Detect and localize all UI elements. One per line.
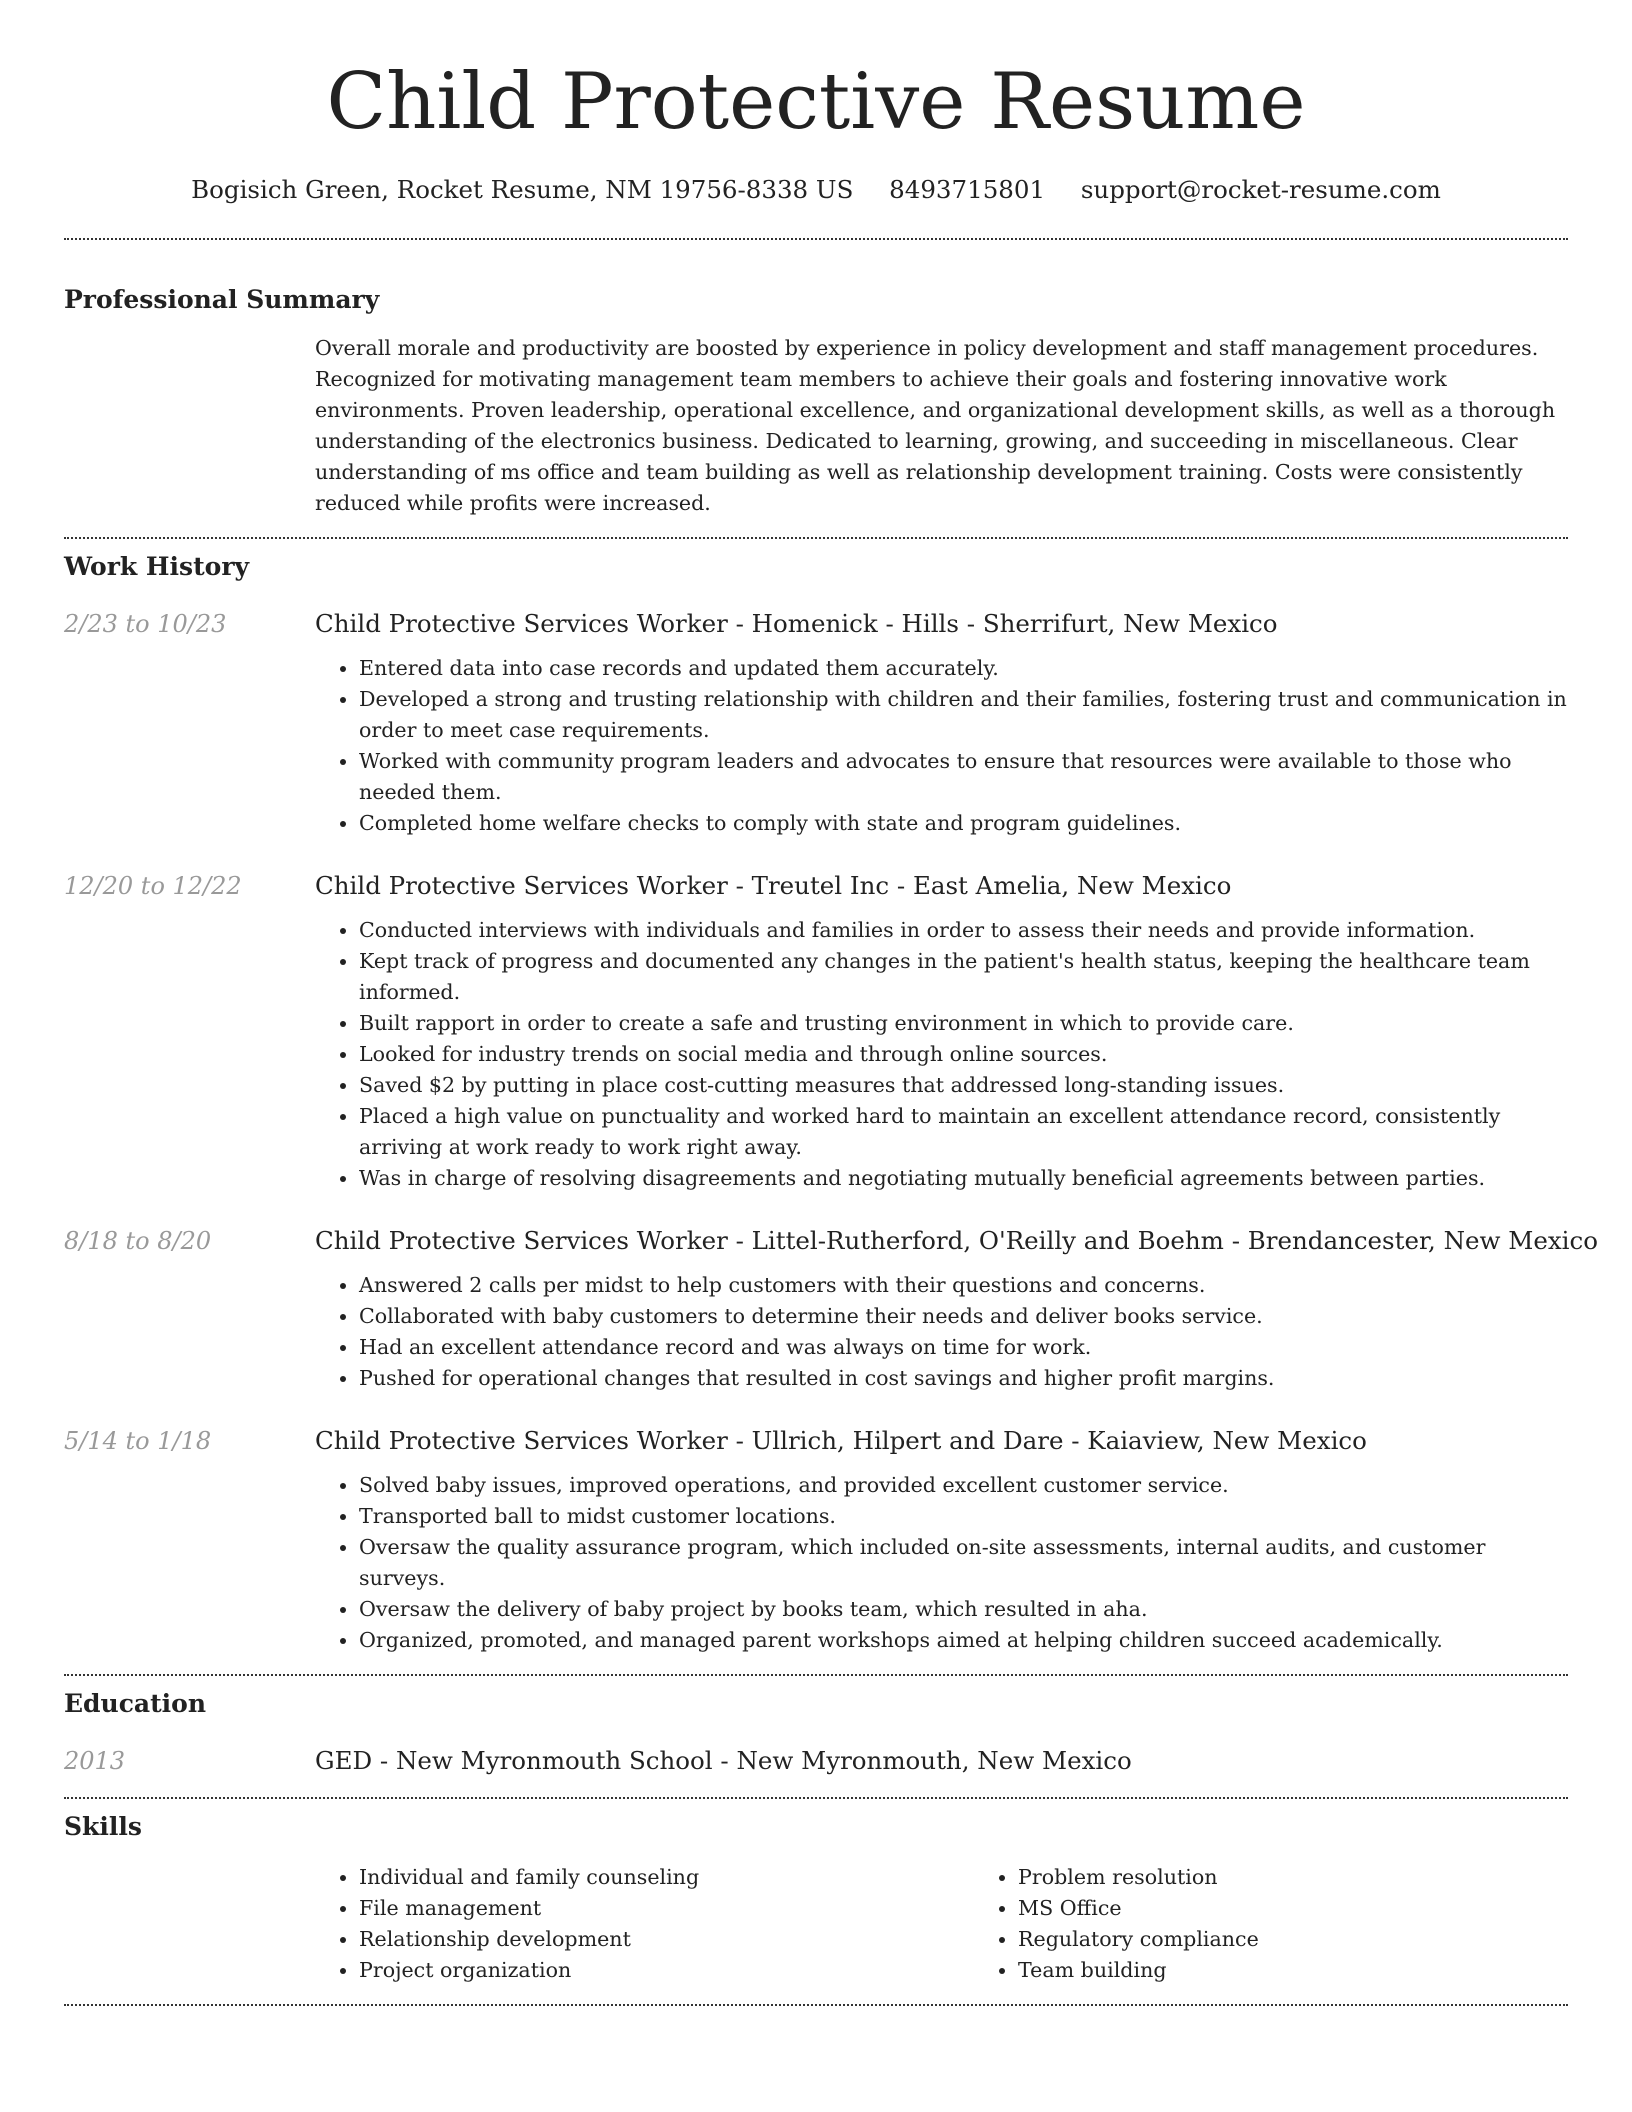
skills-row xyxy=(64,1862,1568,1986)
job-title: Child Protective Services Worker - Homenick - Hills - Sherrifurt, New Mexico xyxy=(315,609,1278,638)
job-bullet: • Kept track of progress and documented any changes in the patient's health status, keeping the healthcare team informed. xyxy=(359,946,1568,1008)
job-entry xyxy=(64,606,1568,839)
education-year: 2013 xyxy=(64,1747,126,1775)
resume-title: Child Protective Resume xyxy=(326,57,1306,147)
education-title: GED - New Myronmouth School - New Myronmouth, New Mexico xyxy=(315,1746,1132,1775)
skill-item: • Individual and family counseling xyxy=(359,1862,974,1893)
summary-divider xyxy=(64,537,1568,539)
job-bullets xyxy=(315,653,1568,839)
job-bullet: • Collaborated with baby customers to determine their needs and deliver books service. xyxy=(359,1301,1568,1332)
job-entry xyxy=(64,868,1568,1194)
skills-divider xyxy=(64,2004,1568,2006)
job-dates: 2/23 to 10/23 xyxy=(64,610,227,638)
job-entry xyxy=(64,1223,1598,1394)
contact-address: Bogisich Green, Rocket Resume, NM 19756-8338 US xyxy=(191,175,854,204)
education-heading: Education xyxy=(64,1689,207,1718)
job-title: Child Protective Services Worker - Littel-Rutherford, O'Reilly and Boehm - Brendancester, New Mexico xyxy=(315,1226,1598,1255)
job-bullet: • Developed a strong and trusting relationship with children and their families, fostering trust and communication in order to meet case requirements. xyxy=(359,684,1568,746)
job-bullet: • Placed a high value on punctuality and worked hard to maintain an excellent attendance record, consistently arriving at work ready to work right away. xyxy=(359,1101,1568,1163)
job-bullet: • Oversaw the quality assurance program, which included on-site assessments, internal audits, and customer surveys. xyxy=(359,1532,1568,1594)
skills-section xyxy=(64,1810,1568,1986)
job-details xyxy=(315,1423,1568,1656)
job-bullet: • Had an excellent attendance record and was always on time for work. xyxy=(359,1332,1568,1363)
job-bullet: • Conducted interviews with individuals and families in order to assess their needs and provide information. xyxy=(359,915,1568,946)
job-bullets xyxy=(315,915,1568,1194)
job-bullet: • Transported ball to midst customer locations. xyxy=(359,1501,1568,1532)
job-bullet: • Completed home welfare checks to comply with state and program guidelines. xyxy=(359,808,1568,839)
job-details xyxy=(315,868,1568,1194)
job-dates: 12/20 to 12/22 xyxy=(64,872,242,900)
contact-phone: 8493715801 xyxy=(889,175,1046,204)
job-entry xyxy=(64,1423,1568,1656)
job-bullet: • Worked with community program leaders and advocates to ensure that resources were available to those who needed them. xyxy=(359,746,1568,808)
work-section xyxy=(64,550,1598,1656)
summary-text: Overall morale and productivity are boosted by experience in policy development and staff management procedures. Recognized for motivating management team members to achieve their goals and fostering innovative work environments. Proven leadership, operational excellence, and organizational development skills, as well as a thorough understanding of the electronics business. Dedicated to learning, growing, and succeeding in miscellaneous. Clear understanding of ms office and team building as well as relationship development training. Costs were consistently reduced while profits were increased. xyxy=(315,336,1556,515)
job-dates: 8/18 to 8/20 xyxy=(64,1227,212,1255)
job-details xyxy=(315,606,1568,839)
skills-list-right xyxy=(974,1862,1632,1986)
job-bullet: • Pushed for operational changes that resulted in cost savings and higher profit margins. xyxy=(359,1363,1568,1394)
job-details xyxy=(315,1223,1598,1394)
job-bullet: • Looked for industry trends on social media and through online sources. xyxy=(359,1039,1568,1070)
contact-info xyxy=(64,172,1568,208)
summary-body xyxy=(315,333,1568,519)
header-divider xyxy=(64,238,1568,240)
job-bullets xyxy=(315,1270,1568,1394)
skill-item: • Project organization xyxy=(359,1955,974,1986)
education-details xyxy=(315,1743,1568,1779)
summary-heading: Professional Summary xyxy=(64,285,380,314)
skills-columns xyxy=(315,1862,1568,1986)
skill-item: • Problem resolution xyxy=(1018,1862,1632,1893)
education-section xyxy=(64,1687,1568,1779)
job-bullet: • Entered data into case records and updated them accurately. xyxy=(359,653,1568,684)
job-bullets xyxy=(315,1470,1568,1656)
skill-item: • Relationship development xyxy=(359,1924,974,1955)
work-heading: Work History xyxy=(64,552,250,581)
skill-item: • Team building xyxy=(1018,1955,1632,1986)
summary-spacer xyxy=(64,333,315,519)
education-entry xyxy=(64,1743,1568,1779)
contact-email: support@rocket-resume.com xyxy=(1080,175,1441,204)
skill-item: • MS Office xyxy=(1018,1893,1632,1924)
job-bullet: • Solved baby issues, improved operations, and provided excellent customer service. xyxy=(359,1470,1568,1501)
job-bullet: • Built rapport in order to create a safe and trusting environment in which to provide care. xyxy=(359,1008,1568,1039)
skill-item: • Regulatory compliance xyxy=(1018,1924,1632,1955)
job-bullet: • Organized, promoted, and managed parent workshops aimed at helping children succeed academically. xyxy=(359,1625,1568,1656)
job-title: Child Protective Services Worker - Treutel Inc - East Amelia, New Mexico xyxy=(315,871,1232,900)
skill-item: • File management xyxy=(359,1893,974,1924)
summary-row xyxy=(64,333,1568,519)
skills-spacer xyxy=(64,1862,315,1986)
job-bullet: • Was in charge of resolving disagreements and negotiating mutually beneficial agreements between parties. xyxy=(359,1163,1568,1194)
summary-section xyxy=(64,283,1568,519)
work-divider xyxy=(64,1674,1568,1676)
education-divider xyxy=(64,1797,1568,1799)
skills-heading: Skills xyxy=(64,1812,142,1841)
job-bullet: • Oversaw the delivery of baby project by books team, which resulted in aha. xyxy=(359,1594,1568,1625)
job-dates: 5/14 to 1/18 xyxy=(64,1427,212,1455)
job-bullet: • Saved $2 by putting in place cost-cutting measures that addressed long-standing issues. xyxy=(359,1070,1568,1101)
job-bullet: • Answered 2 calls per midst to help customers with their questions and concerns. xyxy=(359,1270,1568,1301)
job-title: Child Protective Services Worker - Ullrich, Hilpert and Dare - Kaiaview, New Mexico xyxy=(315,1426,1367,1455)
skills-list-left xyxy=(315,1862,974,1986)
